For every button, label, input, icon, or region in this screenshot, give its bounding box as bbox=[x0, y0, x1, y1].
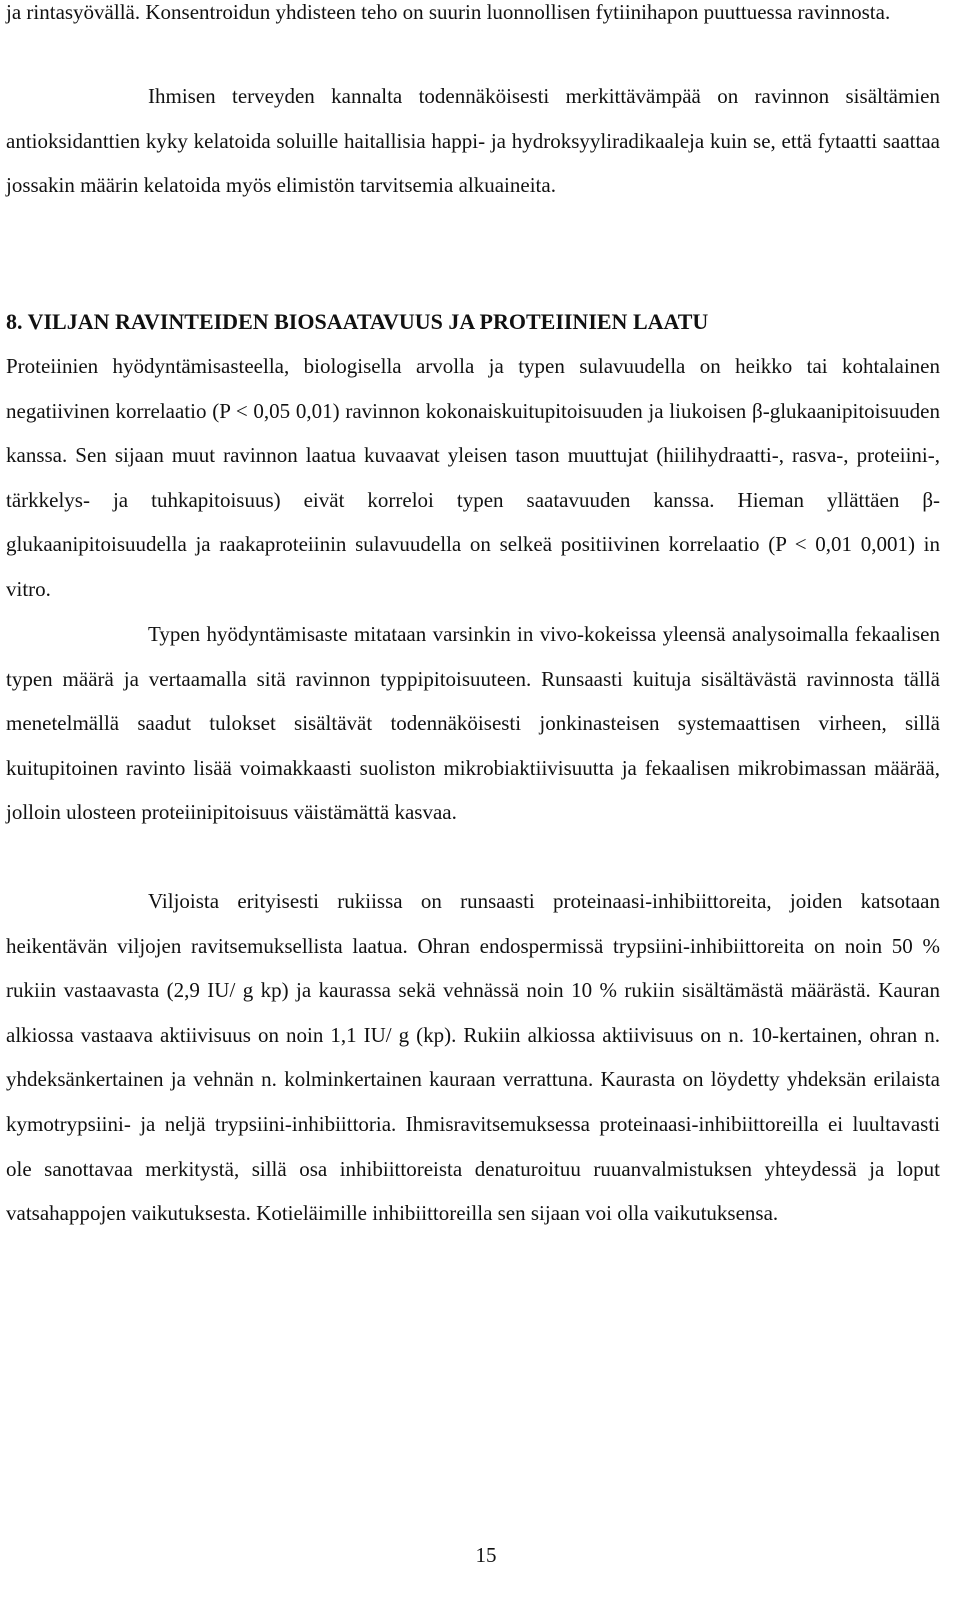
page-number: 15 bbox=[475, 1543, 497, 1567]
section-heading: 8. VILJAN RAVINTEIDEN BIOSAATAVUUS JA PROTEIINIEN LAATU bbox=[6, 309, 709, 334]
paragraph-nitrogen: Typen hyödyntämisaste mitataan varsinkin in vivo-kokeissa yleensä analysoimalla fekaalisen typen määrä ja vertaamalla sitä ravinnon typpipitoisuuteen. Runsaasti kuituja sisältävästä ravinnosta tällä menetelmällä saadut tulokset sisältävät todennäköisesti jonkinasteisen systemaattisen virheen, sillä kuitupitoinen ravinto lisää voimakkaasti suoliston mikrobiaktiivisuutta ja fekaalisen mikrobimassan määrää, jolloin ulosteen proteiinipitoisuus väistämättä kasvaa. bbox=[6, 622, 940, 825]
paragraph-inhibitors: Viljoista erityisesti rukiissa on runsaasti proteinaasi-inhibiittoreita, joiden katsotaan heikentävän viljojen ravitsemuksellista laatua. Ohran endospermissä trypsiini-inhibiittoreita on noin 50 % rukiin vastaavasta (2,9 IU/ g kp) ja kaurassa sekä vehnässä noin 10 % rukiin sisältämästä määrästä. Kauran alkiossa vastaava aktiivisuus on noin 1,1 IU/ g (kp). Rukiin alkiossa aktiivisuus on n. 10-kertainen, ohran n. yhdeksänkertainen ja vehnän n. kolminkertainen kauraan verrattuna. Kaurasta on löydetty yhdeksän erilaista kymotrypsiini- ja neljä trypsiini-inhibiittoria. Ihmisravitsemuksessa proteinaasi-inhibiittoreilla ei luultavasti ole sanottavaa merkitystä, sillä osa inhibiittoreista denaturoituu ruuanvalmistuksen yhteydessä ja loput vatsahappojen vaikutuksesta. Kotieläimille inhibiittoreilla sen sijaan voi olla vaikutuksensa. bbox=[6, 889, 940, 1226]
paragraph-intro-tail: ja rintasyövällä. Konsentroidun yhdisteen teho on suurin luonnollisen fytiinihapon puuttuessa ravinnosta. bbox=[6, 0, 891, 24]
paragraph-correlation: Proteiinien hyödyntämisasteella, biologisella arvolla ja typen sulavuudella on heikko tai kohtalainen negatiivinen korrelaatio (P < 0,05 0,01) ravinnon kokonaiskuitupitoisuuden ja liukoisen β-glukaanipitoisuuden kanssa. Sen sijaan muut ravinnon laatua kuvaavat yleisen tason muuttujat (hiilihydraatti-, rasva-, proteiini-, tärkkelys- ja tuhkapitoisuus) eivät korreloi typen saatavuuden kanssa. Hieman yllättäen β-glukaanipitoisuudella ja raakaproteiinin sulavuudella on selkeä positiivinen korrelaatio (P < 0,01 0,001) in vitro. bbox=[6, 354, 940, 601]
paragraph-antioxidants: Ihmisen terveyden kannalta todennäköisesti merkittävämpää on ravinnon sisältämien antioksidanttien kyky kelatoida soluille haitallisia happi- ja hydroksyyliradikaaleja kuin se, että fytaatti saattaa jossakin määrin kelatoida myös elimistön tarvitsemia alkuaineita. bbox=[6, 84, 940, 198]
